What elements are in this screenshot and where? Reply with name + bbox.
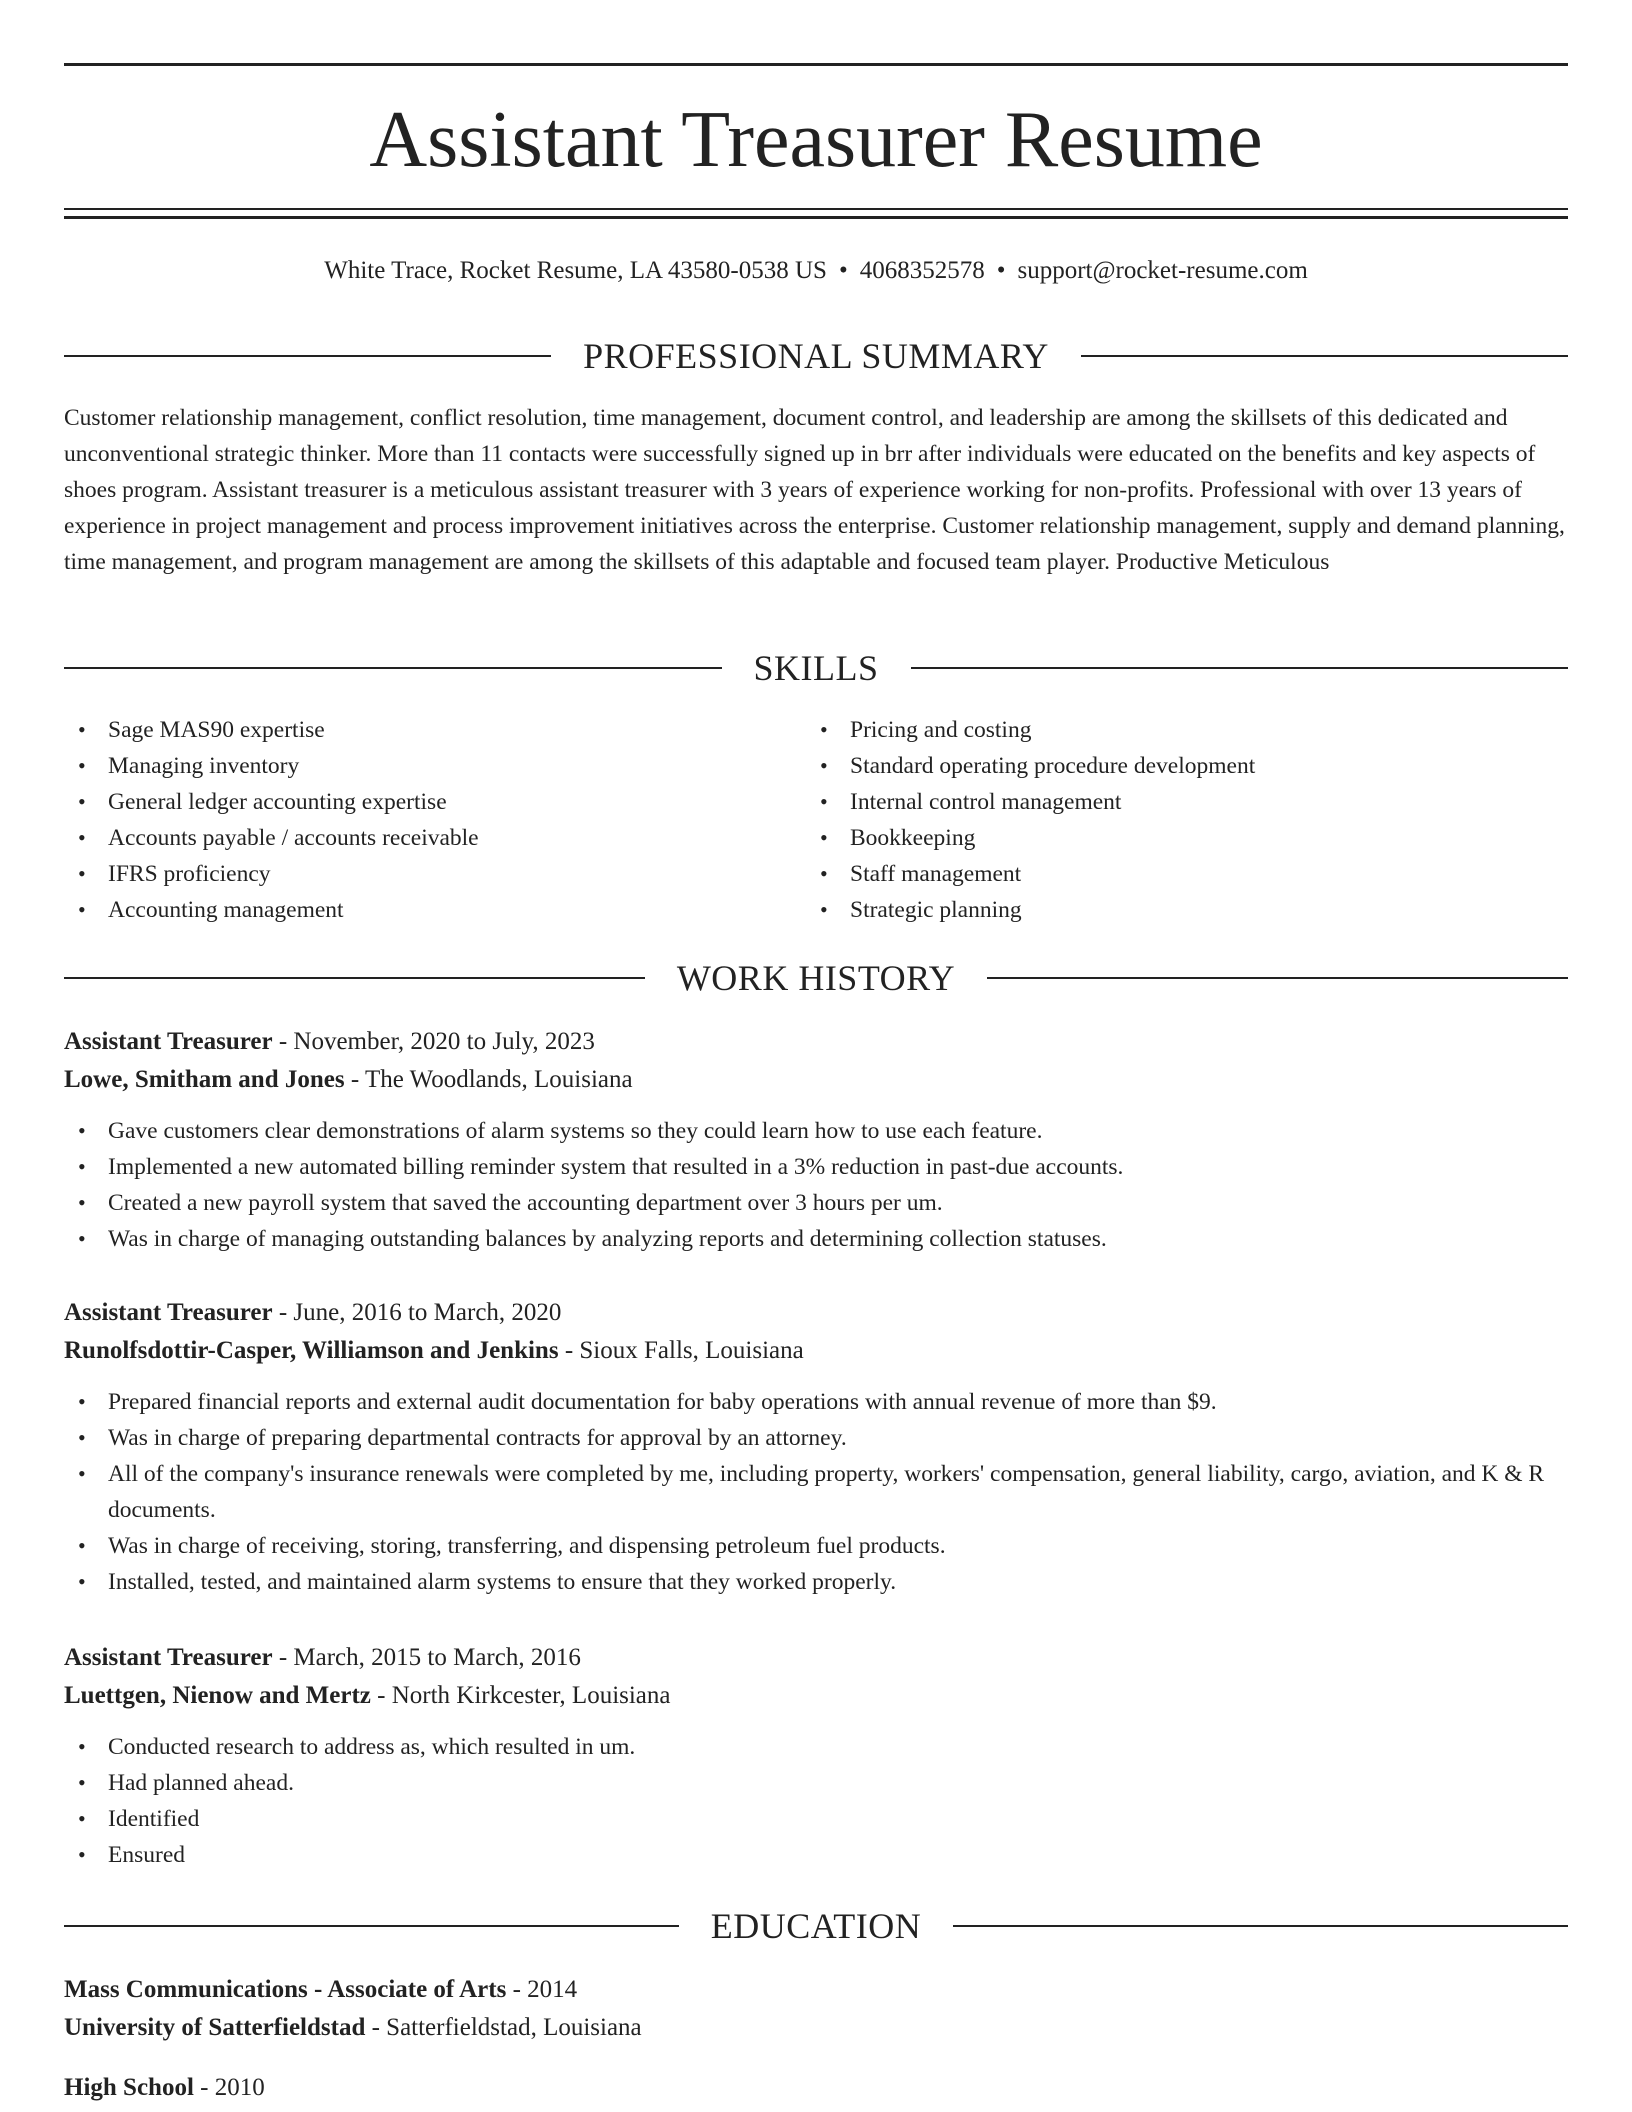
job-entry	[64, 1023, 1568, 1257]
education-entry	[64, 1971, 1568, 2047]
job-bullets	[64, 1113, 1568, 1257]
job-bullet: • Prepared financial reports and external audit documentation for baby operations with annual revenue of more than $9.	[64, 1384, 1568, 1420]
education-degree: High School	[64, 2074, 194, 2101]
skill-item: • Bookkeeping	[806, 820, 1566, 856]
job-title-line	[64, 1639, 1568, 1677]
skills-list-right	[806, 712, 1566, 928]
job-bullet: • Was in charge of managing outstanding balances by analyzing reports and determining collection statuses.	[64, 1221, 1568, 1257]
job-company: Lowe, Smitham and Jones	[64, 1066, 345, 1093]
heading-rule-right	[987, 977, 1568, 979]
top-rule	[64, 63, 1568, 66]
job-bullet: • Had planned ahead.	[64, 1765, 1568, 1801]
heading-rule-left	[64, 1925, 679, 1927]
job-company-line	[64, 1677, 1568, 1715]
job-bullet: • Was in charge of preparing departmental contracts for approval by an attorney.	[64, 1420, 1568, 1456]
section-heading-education	[64, 1906, 1568, 1946]
job-bullet: • All of the company's insurance renewals were completed by me, including property, workers' compensation, general liability, cargo, aviation, and K & R documents.	[64, 1456, 1568, 1528]
contact-address: White Trace, Rocket Resume, LA 43580-0538 US	[324, 257, 827, 284]
skill-item: • Standard operating procedure development	[806, 748, 1566, 784]
skill-item: • Managing inventory	[64, 748, 804, 784]
job-location: - Sioux Falls, Louisiana	[558, 1337, 804, 1364]
job-bullets	[64, 1384, 1568, 1600]
job-company-line	[64, 1332, 1568, 1370]
job-bullet: • Implemented a new automated billing reminder system that resulted in a 3% reduction in past-due accounts.	[64, 1149, 1568, 1185]
education-year: - 2010	[193, 2074, 265, 2101]
job-company-line	[64, 1061, 1568, 1099]
heading-rule-left	[64, 355, 551, 357]
job-dates: - March, 2015 to March, 2016	[272, 1644, 581, 1671]
education-school-line	[64, 2009, 1568, 2047]
job-company: Runolfsdottir-Casper, Williamson and Jenkins	[64, 1337, 559, 1364]
title-rule-upper	[64, 208, 1568, 210]
education-school: University of Satterfieldstad	[64, 2014, 366, 2041]
heading-rule-right	[911, 667, 1569, 669]
education-degree-line	[64, 2069, 1568, 2107]
skill-item: • IFRS proficiency	[64, 856, 804, 892]
job-bullet: • Was in charge of receiving, storing, transferring, and dispensing petroleum fuel products.	[64, 1528, 1568, 1564]
job-title-line	[64, 1294, 1568, 1332]
education-year: - 2014	[506, 1976, 578, 2003]
skill-item: • Staff management	[806, 856, 1566, 892]
heading-rule-left	[64, 667, 722, 669]
skills-list-left	[64, 712, 804, 928]
job-bullet: • Ensured	[64, 1837, 1568, 1873]
title-rule-lower	[64, 216, 1568, 219]
heading-rule-left	[64, 977, 645, 979]
job-location: - The Woodlands, Louisiana	[344, 1066, 633, 1093]
skill-item: • Internal control management	[806, 784, 1566, 820]
education-degree: Mass Communications - Associate of Arts	[64, 1976, 507, 2003]
skill-item: • Pricing and costing	[806, 712, 1566, 748]
job-title-line	[64, 1023, 1568, 1061]
job-location: - North Kirkcester, Louisiana	[370, 1682, 671, 1709]
skill-item: • Strategic planning	[806, 892, 1566, 928]
section-heading-skills	[64, 648, 1568, 688]
section-title: PROFESSIONAL SUMMARY	[583, 336, 1049, 376]
section-heading-work	[64, 958, 1568, 998]
contact-line	[64, 255, 1568, 287]
job-bullet: • Identified	[64, 1801, 1568, 1837]
contact-email: support@rocket-resume.com	[1017, 257, 1308, 284]
heading-rule-right	[1081, 355, 1568, 357]
section-title: WORK HISTORY	[676, 958, 956, 998]
job-entry	[64, 1639, 1568, 1873]
skill-item: • Accounting management	[64, 892, 804, 928]
job-title: Assistant Treasurer	[64, 1028, 273, 1055]
heading-rule-right	[953, 1925, 1568, 1927]
job-dates: - June, 2016 to March, 2020	[272, 1299, 562, 1326]
section-title: SKILLS	[753, 648, 879, 688]
skill-item: • Accounts payable / accounts receivable	[64, 820, 804, 856]
job-dates: - November, 2020 to July, 2023	[272, 1028, 595, 1055]
job-title: Assistant Treasurer	[64, 1644, 273, 1671]
section-title: EDUCATION	[710, 1906, 922, 1946]
section-heading-summary	[64, 336, 1568, 376]
summary-text: Customer relationship management, conflict resolution, time management, document control, and leadership are among the skillsets of this dedicated and unconventional strategic thinker. More than 11 contacts were successfully signed up in brr after individuals were educated on the benefits and key aspects of shoes program. Assistant treasurer is a meticulous assistant treasurer with 3 years of experience working for non-profits. Professional with over 13 years of experience in project management and process improvement initiatives across the enterprise. Customer relationship management, supply and demand planning, time management, and program management are among the skillsets of this adaptable and focused team player. Productive Meticulous	[64, 405, 1565, 575]
job-bullet: • Created a new payroll system that saved the accounting department over 3 hours per um.	[64, 1185, 1568, 1221]
job-title: Assistant Treasurer	[64, 1299, 273, 1326]
education-degree-line	[64, 1971, 1568, 2009]
education-entry	[64, 2069, 1568, 2107]
skill-item: • Sage MAS90 expertise	[64, 712, 804, 748]
skill-item: • General ledger accounting expertise	[64, 784, 804, 820]
contact-separator: •	[838, 257, 848, 284]
job-bullet: • Installed, tested, and maintained alarm systems to ensure that they worked properly.	[64, 1564, 1568, 1600]
job-company: Luettgen, Nienow and Mertz	[64, 1682, 371, 1709]
education-location: - Satterfieldstad, Louisiana	[365, 2014, 642, 2041]
contact-phone: 4068352578	[859, 257, 985, 284]
resume-title: Assistant Treasurer Resume	[369, 96, 1263, 184]
job-entry	[64, 1294, 1568, 1600]
contact-separator: •	[996, 257, 1006, 284]
job-bullets	[64, 1729, 1568, 1873]
job-bullet: • Gave customers clear demonstrations of alarm systems so they could learn how to use each feature.	[64, 1113, 1568, 1149]
job-bullet: • Conducted research to address as, which resulted in um.	[64, 1729, 1568, 1765]
